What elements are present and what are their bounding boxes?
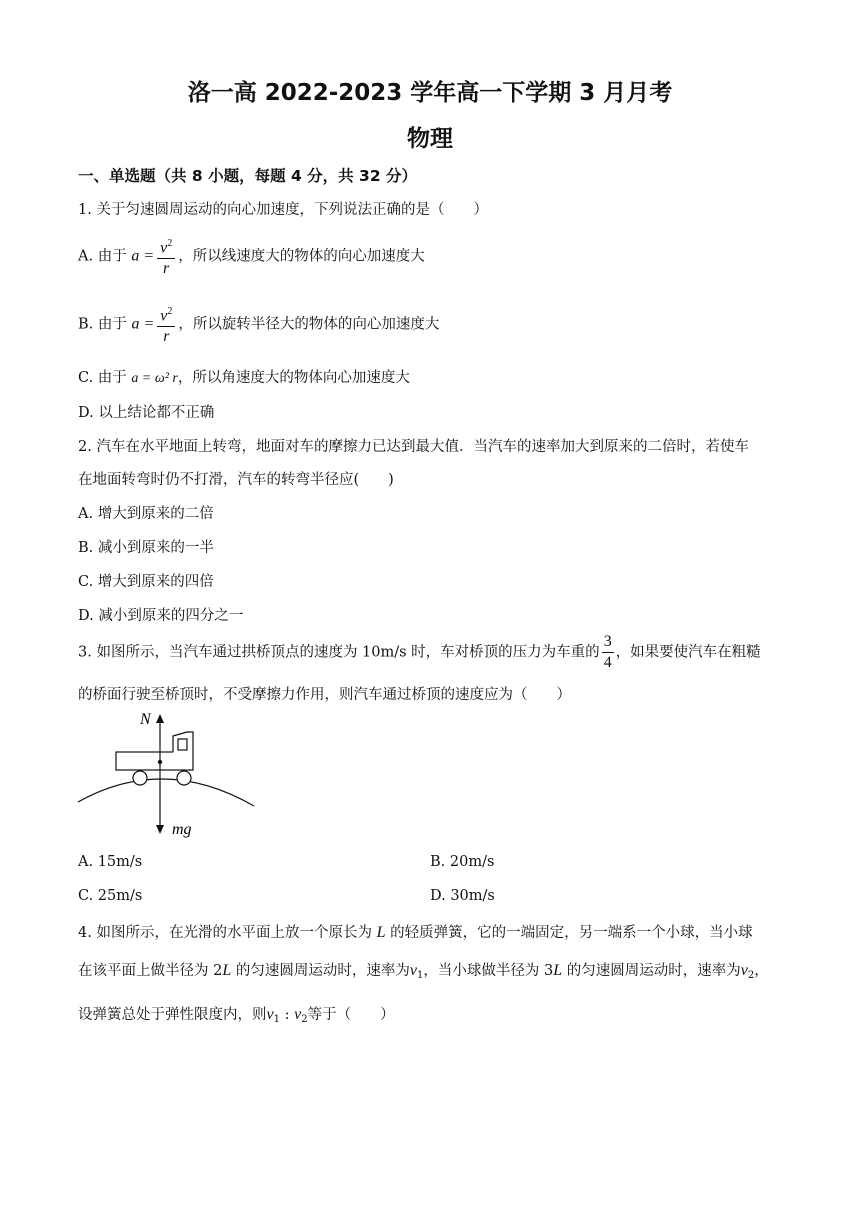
q4-text: 等于（ ）: [307, 1007, 395, 1023]
q4-stem-line1: [78, 921, 753, 942]
q1-stem: 1. 关于匀速圆周运动的向心加速度，下列说法正确的是（ ）: [78, 202, 488, 218]
q4-text: ，当小球做半径为 3: [423, 963, 554, 979]
var-v: v: [740, 962, 748, 979]
truck-rear-wheel: [133, 771, 147, 785]
q4-text: 的轻质弹簧，它的一端固定，另一端系一个小球，当小球: [390, 925, 753, 941]
bridge-truck-figure: [76, 706, 258, 842]
truck-front-wheel: [177, 771, 191, 785]
subscript-1: 1: [273, 1014, 280, 1025]
formula-numerator: v: [160, 239, 168, 257]
q4-text: 在该平面上做半径为 2: [78, 963, 223, 979]
normal-force-label: N: [140, 711, 151, 728]
formula-numerator: v: [160, 307, 168, 325]
var-L: L: [376, 924, 386, 941]
q3-option-c[interactable]: C. 25m/s: [78, 888, 143, 904]
fraction-three-quarters: [602, 632, 614, 673]
gravity-label: mg: [172, 821, 192, 838]
section-heading: 一、单选题（共 8 小题，每题 4 分，共 32 分）: [78, 167, 418, 185]
q3-stem-pre: 3. 如图所示，当汽车通过拱桥顶点的速度为 10m/s 时，车对桥顶的压力为车重的: [78, 644, 600, 661]
subscript-1: 1: [416, 970, 424, 981]
q4-text: ，: [754, 963, 769, 979]
formula-lhs: a =: [131, 247, 155, 265]
formula-omega: a = ω² r: [131, 371, 178, 386]
q1-option-a[interactable]: [78, 234, 425, 279]
q2-option-a[interactable]: A. 增大到原来的二倍: [78, 506, 214, 522]
q1-option-d[interactable]: D. 以上结论都不正确: [78, 405, 215, 421]
q2-stem-line1: 2. 汽车在水平地面上转弯，地面对车的摩擦力已达到最大值．当汽车的速率加大到原来的二倍时，若使车: [78, 439, 749, 455]
formula-exponent: 2: [167, 238, 173, 249]
truck-window: [178, 739, 187, 750]
bridge-arc: [78, 779, 254, 806]
q4-stem-line2: [78, 959, 769, 981]
center-of-mass-dot: [158, 760, 162, 764]
q1-option-a-prefix: A. 由于: [78, 248, 127, 265]
fraction-denominator: 4: [603, 654, 612, 671]
q4-stem-line3: [78, 1003, 395, 1025]
formula-fraction: [157, 234, 175, 279]
q4-text: 的匀速圆周运动时，速率为: [235, 963, 410, 979]
formula-denominator: r: [163, 260, 170, 278]
q3-option-d[interactable]: D. 30m/s: [430, 888, 495, 904]
var-v: v: [409, 962, 417, 979]
q1-option-b-text: ，所以旋转半径大的物体的向心加速度大: [178, 316, 440, 333]
subscript-2: 2: [747, 970, 755, 981]
q4-text: 设弹簧总处于弹性限度内，则: [78, 1007, 267, 1023]
q3-stem-line1: [78, 632, 761, 673]
var-L: L: [553, 962, 563, 979]
formula-exponent: 2: [167, 306, 173, 317]
normal-force-arrow: [156, 714, 164, 723]
formula-fraction: [157, 302, 175, 347]
q1-option-a-text: ，所以线速度大的物体的向心加速度大: [178, 248, 425, 265]
var-v: v: [294, 1006, 302, 1023]
var-v: v: [266, 1006, 274, 1023]
q3-option-b[interactable]: B. 20m/s: [430, 854, 495, 870]
q2-option-b[interactable]: B. 减小到原来的一半: [78, 540, 214, 556]
q2-option-c[interactable]: C. 增大到原来的四倍: [78, 574, 214, 590]
var-L: L: [222, 962, 232, 979]
q4-text: 的匀速圆周运动时，速率为: [566, 963, 741, 979]
q3-option-a[interactable]: A. 15m/s: [78, 854, 143, 870]
exam-title: 洛一高 2022-2023 学年高一下学期 3 月月考: [187, 80, 673, 106]
ratio-colon: :: [279, 1007, 295, 1023]
gravity-arrow: [156, 825, 164, 834]
q1-option-c-prefix: C. 由于: [78, 370, 127, 386]
fraction-numerator: 3: [602, 632, 614, 653]
q2-option-d[interactable]: D. 减小到原来的四分之一: [78, 608, 244, 624]
subject-title: 物理: [407, 126, 453, 152]
q1-option-b[interactable]: [78, 302, 439, 347]
q2-stem-line2: 在地面转弯时仍不打滑，汽车的转弯半径应( ): [78, 472, 394, 488]
q1-option-c-text: ，所以角速度大的物体向心加速度大: [177, 370, 410, 386]
q3-stem-line2: 的桥面行驶至桥顶时，不受摩擦力作用，则汽车通过桥顶的速度应为（ ）: [78, 687, 571, 703]
q1-option-c[interactable]: [78, 366, 410, 387]
q1-option-b-prefix: B. 由于: [78, 316, 127, 333]
subscript-2: 2: [301, 1014, 308, 1025]
q4-text: 4. 如图所示，在光滑的水平面上放一个原长为: [78, 925, 372, 941]
q3-stem-post: ，如果要使汽车在粗糙: [615, 644, 761, 661]
formula-lhs: a =: [131, 315, 155, 333]
formula-denominator: r: [163, 328, 170, 346]
